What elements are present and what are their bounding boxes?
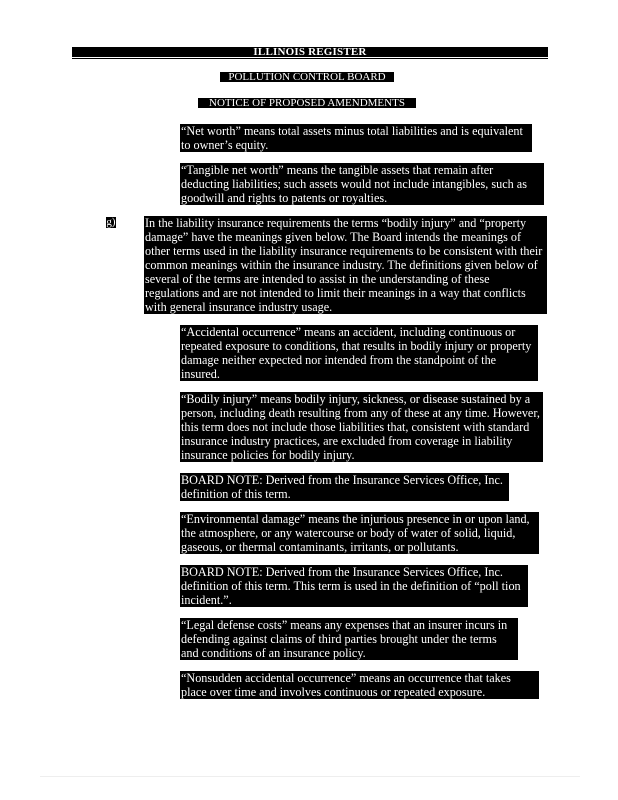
board-note-2: BOARD NOTE: Derived from the Insurance Services Office, Inc. definition of this term. This term is used in the definition of “poll tion incident.”. <box>180 565 528 607</box>
definition-environmental-damage: “Environmental damage” means the injurious presence in or upon land, the atmosphere, or any watercourse or body of water of solid, liquid, gaseous, or thermal contaminants, irritants, or pollutants. <box>180 512 539 554</box>
section-marker: g) <box>106 216 116 228</box>
definition-net-worth: “Net worth” means total assets minus total liabilities and is equivalent to owner’s equity. <box>180 124 532 152</box>
definition-legal-defense-costs: “Legal defense costs” means any expenses that an insurer incurs in defending against claims of third parties brought under the terms and conditions of an insurance policy. <box>180 618 518 660</box>
section-g-paragraph: In the liability insurance requirements the terms “bodily injury” and “property damage” have the meanings given below. The Board intends the meanings of other terms used in the liability insurance requirements to be consistent with their common meanings within the insurance industry. The definitions given below of several of the terms are intended to assist in the understanding of these regulations and are not intended to limit their meanings in a way that conflicts with general insurance industry usage. <box>144 216 547 314</box>
register-header: ILLINOIS REGISTER <box>72 47 548 57</box>
definition-nonsudden-accidental-occurrence: “Nonsudden accidental occurrence” means an occurrence that takes place over time and involves continuous or repeated exposure. <box>180 671 539 699</box>
section-g <box>0 216 618 314</box>
header-rule <box>72 58 548 59</box>
agency-title: POLLUTION CONTROL BOARD <box>220 72 394 82</box>
document-body <box>0 124 618 699</box>
definition-tangible-net-worth: “Tangible net worth” means the tangible assets that remain after deducting liabilities; such assets would not include intangibles, such as goodwill and rights to patents or royalties. <box>180 163 544 205</box>
notice-title: NOTICE OF PROPOSED AMENDMENTS <box>198 98 416 108</box>
definition-bodily-injury: “Bodily injury” means bodily injury, sickness, or disease sustained by a person, including death resulting from any of these at any time. However, this term does not include those liabilities that, consistent with standard insurance industry practices, are excluded from coverage in liability insurance policies for bodily injury. <box>180 392 543 462</box>
board-note-1: BOARD NOTE: Derived from the Insurance Services Office, Inc. definition of this term. <box>180 473 509 501</box>
page-bottom-edge <box>40 776 580 777</box>
definition-accidental-occurrence: “Accidental occurrence” means an accident, including continuous or repeated exposure to conditions, that results in bodily injury or property damage neither expected nor intended from the standpoint of the insured. <box>180 325 538 381</box>
